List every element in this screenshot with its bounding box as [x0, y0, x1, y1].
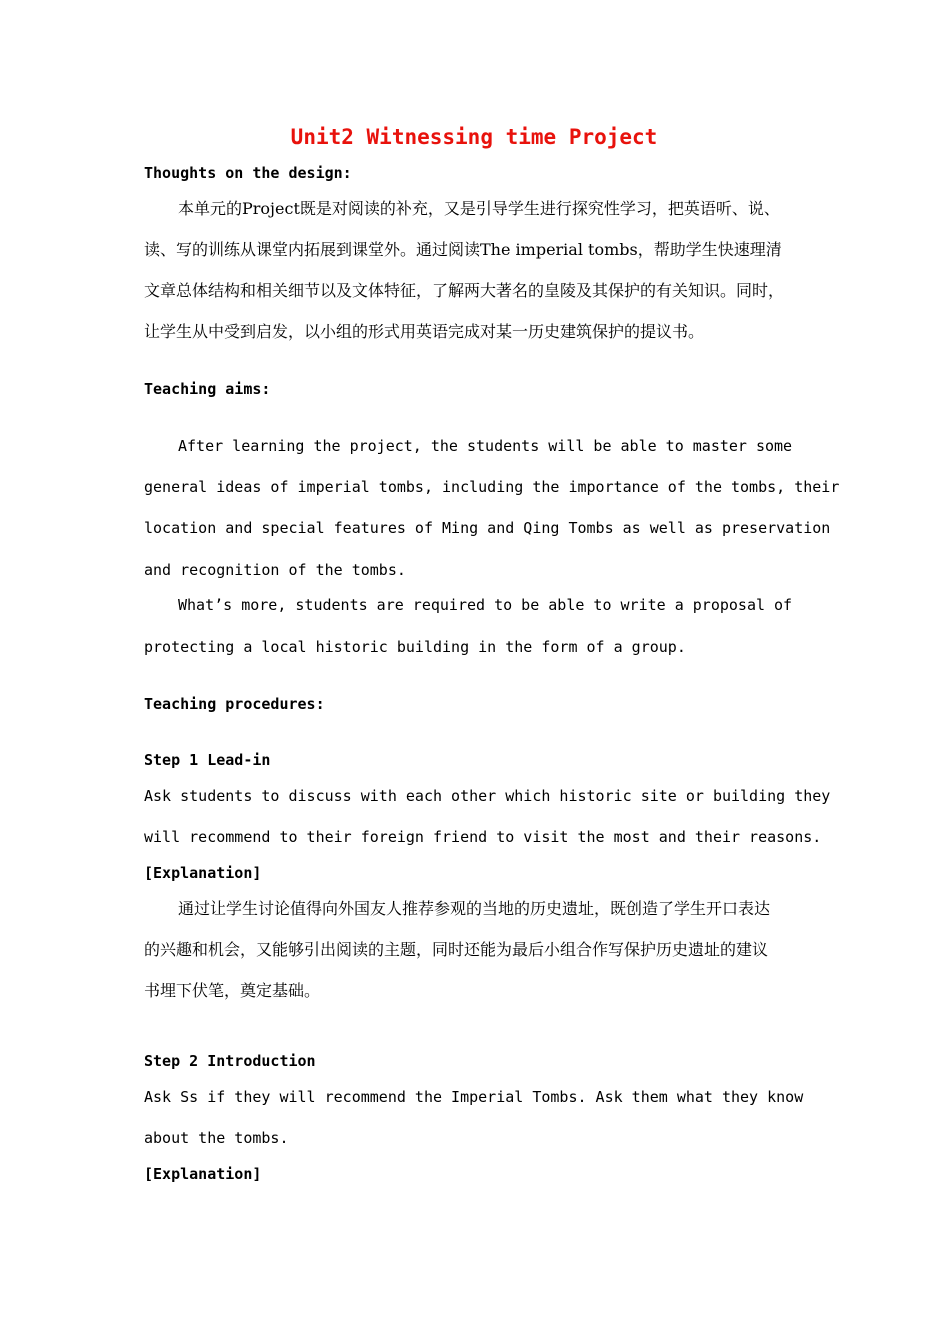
procedures-heading: Teaching procedures: — [144, 695, 325, 713]
step1-paragraph-line: Ask students to discuss with each other which historic site or building they — [144, 787, 831, 805]
aims-paragraph-line: general ideas of imperial tombs, including the importance of the tombs, their — [144, 478, 840, 496]
design-paragraph-line: 文章总体结构和相关细节以及文体特征，了解两大著名的皇陵及其保护的有关知识。同时， — [144, 281, 785, 300]
document-title: Unit2 Witnessing time Project — [290, 125, 658, 149]
step2-paragraph-line: about the tombs. — [144, 1129, 289, 1147]
design-paragraph-line: 读、写的训练从课堂内拓展到课堂外。通过阅读The imperial tombs，帮助学生快速理清 — [144, 240, 782, 259]
aims-heading: Teaching aims: — [144, 380, 271, 398]
step1-explanation-label: [Explanation] — [144, 864, 262, 882]
step1-explanation-line: 书埋下伏笔，奠定基础。 — [144, 981, 321, 1000]
aims-paragraph-line: and recognition of the tombs. — [144, 561, 406, 579]
aims-paragraph-line: What’s more, students are required to be able to write a proposal of — [178, 596, 793, 614]
design-heading: Thoughts on the design: — [144, 164, 352, 182]
design-paragraph-line: 让学生从中受到启发，以小组的形式用英语完成对某一历史建筑保护的提议书。 — [144, 322, 705, 341]
step2-heading: Step 2 Introduction — [144, 1052, 316, 1070]
step1-explanation-line: 通过让学生讨论值得向外国友人推荐参观的当地的历史遗址，既创造了学生开口表达 — [178, 899, 771, 918]
aims-paragraph-line: After learning the project, the students will be able to master some — [178, 437, 793, 455]
aims-paragraph-line: location and special features of Ming and Qing Tombs as well as preservation — [144, 519, 831, 537]
step2-explanation-label: [Explanation] — [144, 1165, 262, 1183]
step1-explanation-line: 的兴趣和机会，又能够引出阅读的主题，同时还能为最后小组合作写保护历史遗址的建议 — [144, 940, 769, 959]
step2-paragraph-line: Ask Ss if they will recommend the Imperial Tombs. Ask them what they know — [144, 1088, 804, 1106]
step1-heading: Step 1 Lead-in — [144, 751, 271, 769]
aims-paragraph-line: protecting a local historic building in the form of a group. — [144, 638, 686, 656]
design-paragraph-line: 本单元的Project既是对阅读的补充，又是引导学生进行探究性学习，把英语听、说、 — [178, 199, 780, 218]
step1-paragraph-line: will recommend to their foreign friend to visit the most and their reasons. — [144, 828, 822, 846]
